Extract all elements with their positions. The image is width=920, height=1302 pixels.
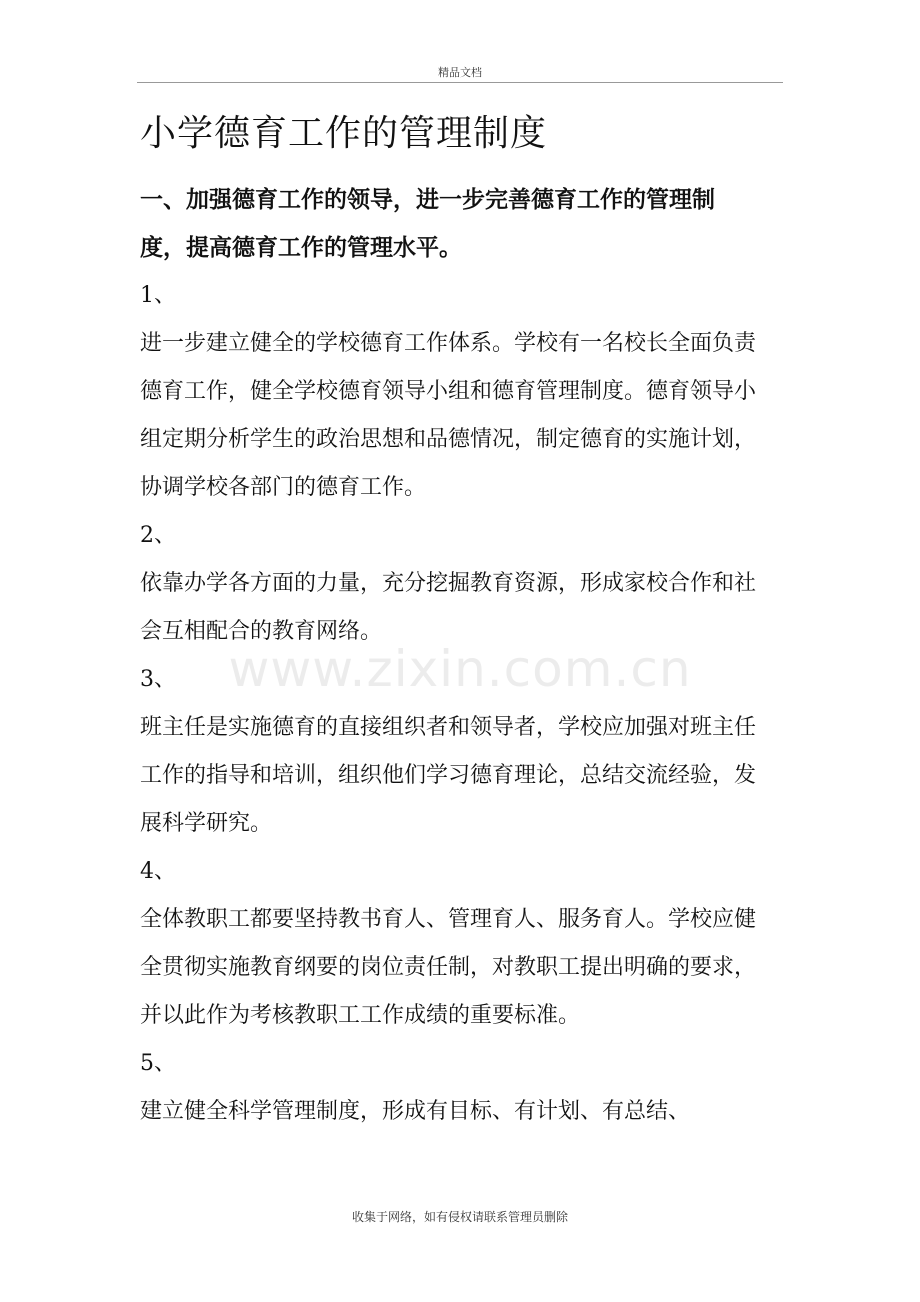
document-body — [140, 106, 760, 1136]
item-paragraph-1: 进一步建立健全的学校德育工作体系。学校有一名校长全面负责德育工作，健全学校德育领导小组和德育管理制度。德育领导小组定期分析学生的政治思想和品德情况，制定德育的实施计划，协调学校各部门的德育工作。 — [140, 331, 757, 500]
item-number-4: 4、 — [140, 859, 176, 884]
section-heading: 一、加强德育工作的领导，进一步完善德育工作的管理制度，提高德育工作的管理水平。 — [140, 187, 715, 261]
item-number-1: 1、 — [140, 283, 176, 308]
item-paragraph-5: 建立健全科学管理制度，形成有目标、有计划、有总结、 — [140, 1099, 691, 1124]
page-header: 精品文档 — [438, 66, 482, 79]
watermark: www.zixin.com.cn — [228, 640, 692, 698]
page-footer: 收集于网络，如有侵权请联系管理员删除 — [351, 1210, 568, 1224]
item-number-5: 5、 — [140, 1051, 176, 1076]
item-paragraph-4: 全体教职工都要坚持教书育人、管理育人、服务育人。学校应健全贯彻实施教育纲要的岗位责任制，对教职工提出明确的要求，并以此作为考核教职工工作成绩的重要标准。 — [140, 907, 757, 1028]
item-number-2: 2、 — [140, 523, 176, 548]
item-paragraph-3: 班主任是实施德育的直接组织者和领导者，学校应加强对班主任工作的指导和培训，组织他们学习德育理论，总结交流经验，发展科学研究。 — [140, 715, 757, 836]
item-paragraph-2: 依靠办学各方面的力量，充分挖掘教育资源，形成家校合作和社会互相配合的教育网络。 — [140, 571, 757, 644]
header-divider — [137, 82, 783, 83]
document-title: 小学德育工作的管理制度 — [140, 113, 548, 154]
item-number-3: 3、 — [140, 667, 176, 692]
